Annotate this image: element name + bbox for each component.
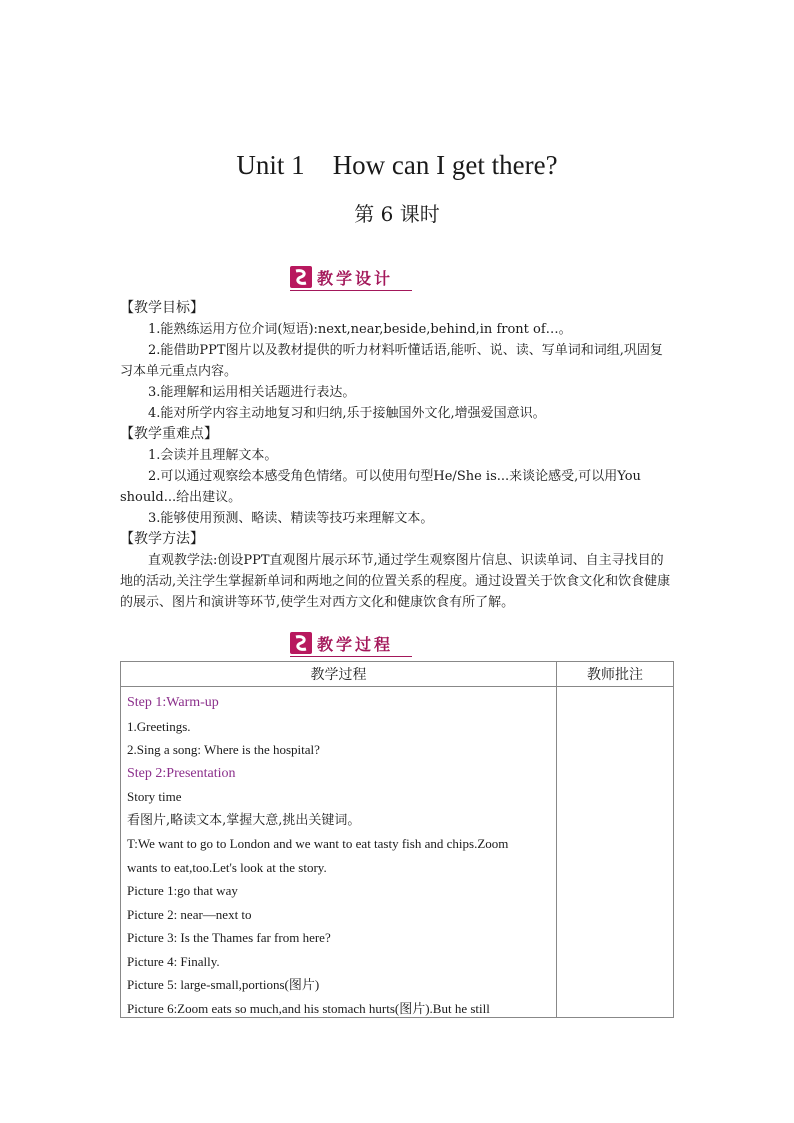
process-line: 看图片,略读文本,掌握大意,挑出关键词。 xyxy=(127,812,361,828)
page-title xyxy=(0,150,794,181)
process-line: Picture 4: Finally. xyxy=(127,953,220,969)
objective-item: 4.能对所学内容主动地复习和归纳,乐于接触国外文化,增强爱国意识。 xyxy=(148,406,546,421)
banner-teaching-process xyxy=(290,632,412,657)
section-heading: 【教学方法】 xyxy=(120,531,204,547)
objective-item: 1.能熟练运用方位介词(短语):next,near,beside,behind,in front of…。 xyxy=(148,322,572,337)
unit-question: How can I get there? xyxy=(332,150,558,180)
process-line: Picture 6:Zoom eats so much,and his stomach hurts(图片).But he still xyxy=(127,1000,490,1016)
process-line: Picture 3: Is the Thames far from here? xyxy=(127,930,331,945)
column-header-process: 教学过程 xyxy=(121,662,557,687)
key-point-item: 3.能够使用预测、略读、精读等技巧来理解文本。 xyxy=(148,511,434,526)
banner-label: 教学设计 xyxy=(317,269,394,288)
process-line: T:We want to go to London and we want to eat tasty fish and chips.Zoom xyxy=(127,836,509,851)
process-table xyxy=(120,661,674,1018)
process-line: 2.Sing a song: Where is the hospital? xyxy=(127,742,320,757)
banner-teaching-design xyxy=(290,266,412,291)
process-line: 1.Greetings. xyxy=(127,718,191,734)
objective-item: 3.能理解和运用相关话题进行表达。 xyxy=(148,385,356,400)
section-logo-icon xyxy=(290,632,312,654)
process-cell xyxy=(121,687,557,1018)
step-heading: Step 2:Presentation xyxy=(127,765,236,781)
column-header-notes: 教师批注 xyxy=(557,662,674,687)
methods-text: 直观教学法:创设PPT直观图片展示环节,通过学生观察图片信息、识读单词、自主寻找目的地的活动,关注学生掌握新单词和两地之间的位置关系的程度。通过设置关于饮食文化和饮食健康的展示、图片和演讲等环节,使学生对西方文化和健康饮食有所了解。 xyxy=(120,553,671,610)
key-point-item: 2.可以通过观察绘本感受角色情绪。可以使用句型He/She is...来谈论感受,可以用You should...给出建议。 xyxy=(120,469,641,505)
process-line: wants to eat,too.Let's look at the story. xyxy=(127,859,327,875)
unit-label: Unit 1 xyxy=(236,150,305,180)
section-heading: 【教学重难点】 xyxy=(120,426,218,442)
section-heading: 【教学目标】 xyxy=(120,300,204,316)
notes-cell xyxy=(557,687,674,1018)
banner-label: 教学过程 xyxy=(317,635,394,654)
objective-item: 2.能借助PPT图片以及教材提供的听力材料听懂话语,能听、说、读、写单词和词组,巩固复习本单元重点内容。 xyxy=(120,343,663,379)
step-heading: Step 1:Warm-up xyxy=(127,695,219,710)
process-line: Picture 5: large-small,portions(图片) xyxy=(127,977,320,992)
process-line: Story time xyxy=(127,789,182,804)
section-logo-icon xyxy=(290,266,312,288)
key-point-item: 1.会读并且理解文本。 xyxy=(148,448,278,463)
lesson-label: 第 6 课时 xyxy=(354,202,440,226)
process-line: Picture 2: near—next to xyxy=(127,906,252,922)
process-line: Picture 1:go that way xyxy=(127,883,238,898)
design-content xyxy=(120,298,674,613)
